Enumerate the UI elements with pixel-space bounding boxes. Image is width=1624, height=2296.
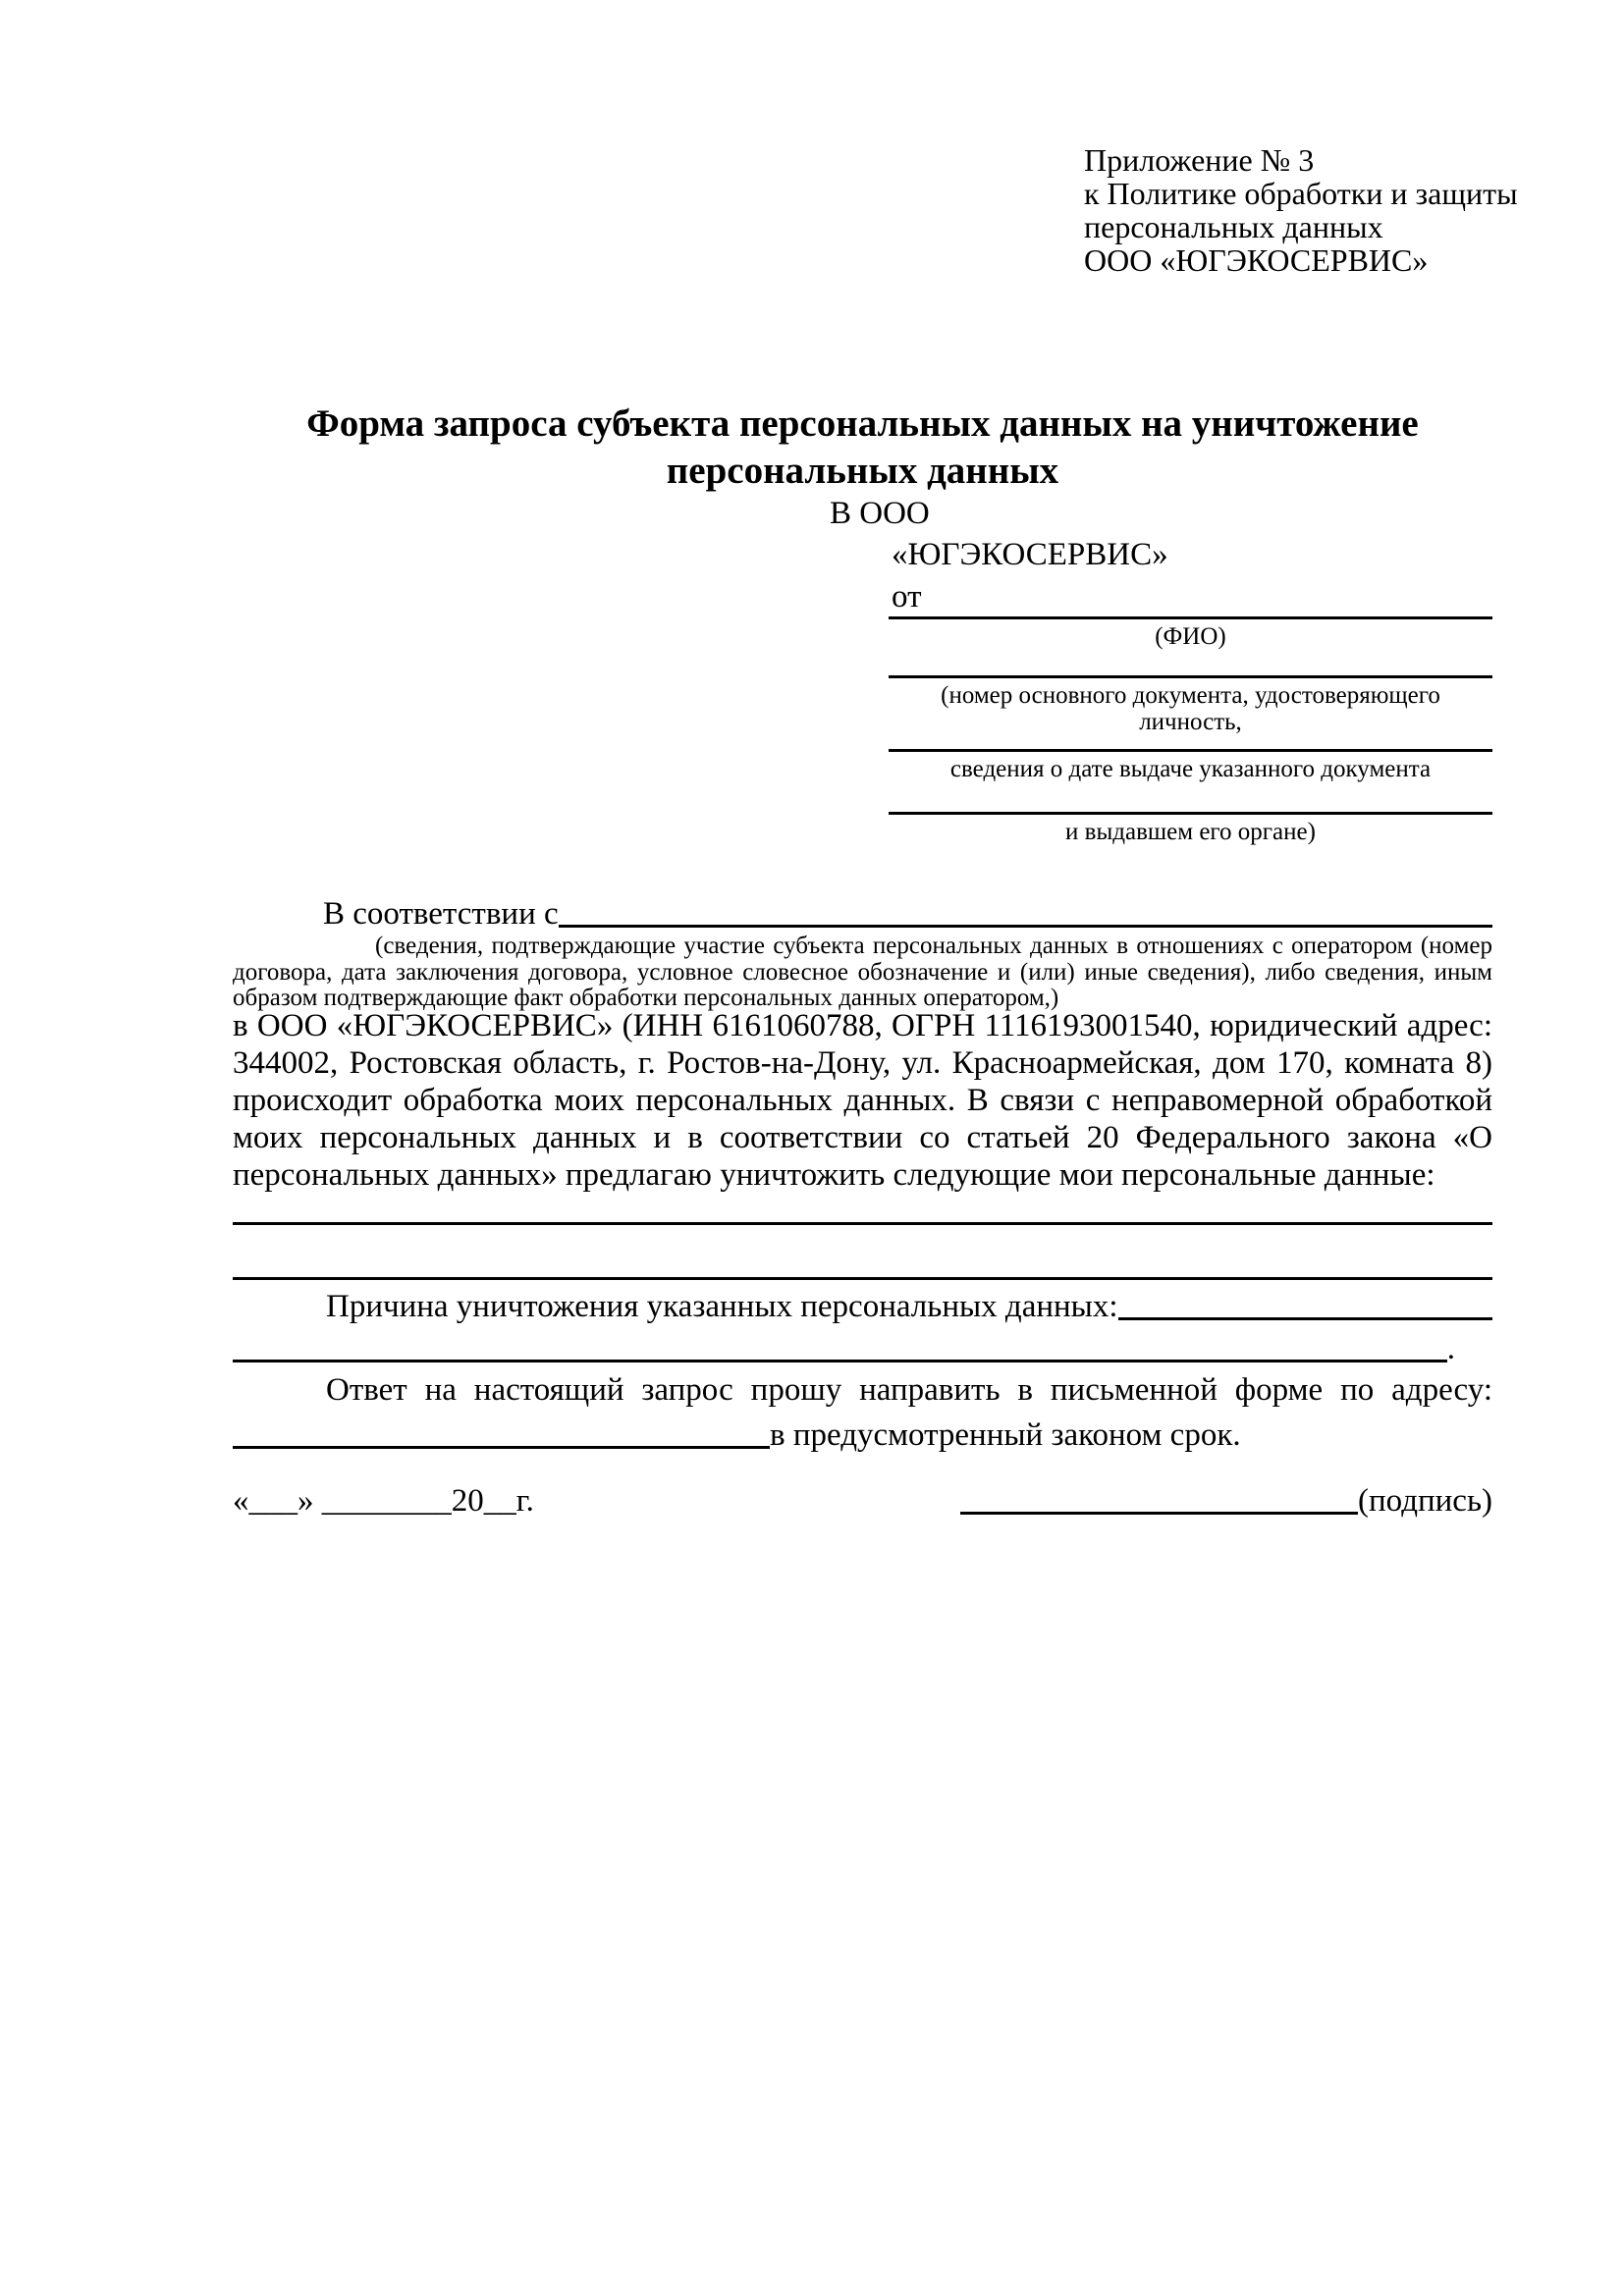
signature-group <box>960 1482 1492 1520</box>
reason-continuation-row <box>233 1330 1455 1367</box>
document-title <box>233 400 1492 495</box>
fio-caption: (ФИО) <box>1155 623 1226 650</box>
appendix-header <box>1084 143 1526 277</box>
address-blank-line <box>233 1446 770 1449</box>
reason-row <box>233 1288 1492 1325</box>
reason-blank-line-2 <box>233 1360 1447 1362</box>
personal-data-blank-line-2 <box>233 1277 1492 1280</box>
fio-field <box>889 589 1492 650</box>
addressee-company-name: «ЮГЭКОСЕРВИС» <box>892 537 1168 572</box>
issuing-authority-caption: и выдавшем его органе) <box>1065 819 1316 845</box>
accordance-label: В соответствии с <box>323 896 559 932</box>
fio-blank-line <box>889 589 1492 619</box>
response-suffix: в предусмотренный законом срок. <box>770 1417 1241 1453</box>
date-placeholder: «___» ________20__г. <box>233 1483 534 1519</box>
appendix-header-line-4: ООО «ЮГЭКОСЕРВИС» <box>1084 242 1429 278</box>
response-request-paragraph: Ответ на настоящий запрос прошу направить в письменной форме по адресу: <box>326 1372 1492 1408</box>
reason-label: Причина уничтожения указанных персональных данных: <box>326 1289 1118 1324</box>
line-terminator: . <box>1446 1331 1455 1366</box>
addressee-from-label: от <box>892 579 922 614</box>
issue-date-blank-line <box>889 721 1492 752</box>
main-paragraph: в ООО «ЮГЭКОСЕРВИС» (ИНН 6161060788, ОГРН 1116193001540, юридический адрес: 344002, Ростовская область, г. Ростов-на-Дону, ул. Красноармейская, дом 170, комната 8) происходит обработка моих персональных данных. В связи с неправомерной обработкой моих персональных данных и в соответствии со статьей 20 Федерального закона «О персональных данных» предлагаю уничтожить следующие мои персональные данные: <box>233 1008 1492 1193</box>
personal-data-blank-line-1 <box>233 1222 1492 1225</box>
issue-date-field <box>889 721 1492 782</box>
appendix-header-line-3: персональных данных <box>1084 209 1383 244</box>
issuing-authority-blank-line <box>889 784 1492 815</box>
issuing-authority-field <box>889 784 1492 845</box>
accordance-footnote: (сведения, подтверждающие участие субъекта персональных данных в отношениях с оператором (номер договора, дата заключения договора, условное словесное обозначение и (или) иные сведения), либо сведения, иным образом подтверждающие факт обработки персональных данных оператором,) <box>233 933 1492 1011</box>
appendix-header-line-2: к Политике обработки и защиты <box>1084 176 1518 211</box>
date-signature-row <box>233 1482 1492 1520</box>
reason-blank-line <box>1118 1317 1492 1320</box>
identity-document-caption: (номер основного документа, удостоверяющего личность, <box>941 682 1440 735</box>
issue-date-caption: сведения о дате выдаче указанного документа <box>949 756 1432 782</box>
accordance-row <box>233 895 1492 933</box>
signature-caption: (подпись) <box>1358 1483 1492 1519</box>
document-title-line-1: Форма запроса субъекта персональных данных на уничтожение <box>306 402 1419 445</box>
accordance-blank-line <box>559 925 1492 928</box>
identity-document-blank-line <box>889 648 1492 678</box>
signature-blank-line <box>960 1512 1358 1515</box>
document-title-line-2: персональных данных <box>666 450 1059 492</box>
addressee-company-prefix: В ООО <box>830 496 930 531</box>
response-address-row <box>233 1416 1492 1454</box>
appendix-header-line-1: Приложение № 3 <box>1084 142 1315 178</box>
